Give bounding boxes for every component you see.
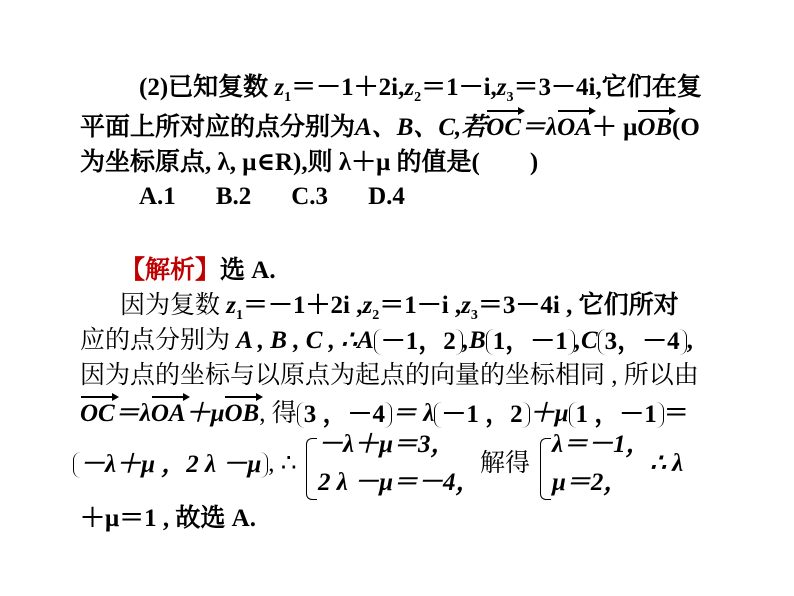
option-c: C.3 (291, 183, 329, 210)
sol-z1-sub: 1 (236, 308, 243, 323)
sol-conclusion: ＋μ＝1 , 故选 A. (80, 505, 256, 532)
system-brace-2 (540, 438, 551, 500)
z1-value: ＝－1＋2i, (291, 74, 405, 101)
sol-z1: z (226, 292, 236, 319)
point-b-coords: 1，－1 (486, 329, 575, 355)
sol-de: , 得 (259, 400, 297, 427)
solution-line-5 (73, 449, 297, 479)
sol-points: A , B , C , ∴A (236, 327, 374, 354)
problem-line-2 (80, 113, 700, 143)
z3-value: ＝3－4i,它们在复 (513, 74, 702, 101)
problem-line-3 (80, 148, 538, 178)
vector-oa: OA (557, 114, 592, 141)
sol-eq-lambda: ＝λ (114, 400, 151, 427)
sol-paren-1: 3 ，－4 (297, 402, 392, 428)
sol-vector-oa: OA (150, 400, 186, 427)
problem-text: 已知复数 (168, 74, 269, 101)
z2-value: ＝1－i, (421, 74, 497, 101)
sol-paren-3: 1 ，－1 (569, 402, 664, 428)
solution-header (120, 256, 276, 286)
eq-lambda: ＝λ (521, 114, 558, 141)
sol-z2: z (362, 292, 373, 319)
sol-z3-val: ＝3－4i , 它们所对 (477, 292, 679, 319)
option-d: D.4 (368, 183, 405, 210)
sol-eq-end: ＝ (663, 400, 689, 427)
sol-vector-oc: OC (80, 400, 115, 427)
sol-solve: 解得 (480, 450, 531, 477)
sol-therefore-lambda: ∴ λ (650, 450, 684, 477)
z3-label: z (496, 74, 507, 101)
z1-sub: 1 (284, 90, 292, 105)
point-c-coords: 3，－4 (598, 329, 687, 355)
analysis-tag: 【解析】 (120, 257, 221, 284)
option-a: A.1 (139, 183, 176, 210)
plus-mu: ＋ μ (591, 114, 638, 141)
system-1-eq-a: －λ＋μ＝3， (318, 431, 456, 458)
system-brace-1 (306, 438, 317, 500)
sol-z3: z (461, 292, 471, 319)
sol-text-2: 应的点分别为 (80, 327, 231, 354)
point-c-label: ,C (574, 327, 598, 354)
solution-line-3 (80, 361, 699, 391)
sol-text-3: 因为点的坐标与以原点为起点的向量的坐标相同 , 所以由 (80, 362, 699, 389)
sol-comma: , (686, 327, 693, 354)
sol-paren-2: －1 ，2 (434, 402, 529, 428)
z1-label: z (274, 74, 285, 101)
problem-text-2: 平面上所对应的点分别为 (80, 114, 356, 141)
solution-line-1 (120, 291, 679, 331)
sol-paren-4: －λ＋μ ，2 λ －μ (73, 452, 268, 478)
z2-label: z (404, 74, 415, 101)
sol-text-1: 因为复数 (120, 292, 221, 319)
sol-z2-sub: 2 (372, 308, 380, 323)
sol-plus-mu-2: ＋μ (529, 400, 569, 427)
sol-eq-2: ＝ λ (392, 400, 435, 427)
system-2-eq-b: μ＝2， (552, 469, 629, 496)
sol-z3-sub: 3 (470, 308, 478, 323)
vector-ob: OB (637, 114, 673, 141)
point-b-label: ,B (462, 327, 486, 354)
problem-text-2-end: (O (672, 114, 700, 141)
problem-question: 为坐标原点, λ, μ∈R),则 λ＋μ 的值是( ) (80, 149, 539, 176)
solution-line-4 (80, 399, 689, 429)
sol-vector-ob: OB (224, 400, 260, 427)
solution-line-6 (80, 504, 256, 534)
sol-z2-val: ＝1－i , (379, 292, 462, 319)
problem-line-1 (139, 73, 702, 113)
system-2-eq-a: λ＝－1， (552, 431, 651, 458)
points-label: A、B、C,若 (355, 114, 487, 141)
option-b: B.2 (215, 183, 252, 210)
z2-sub: 2 (414, 90, 422, 105)
system-1-eq-b: 2 λ －μ＝－4， (318, 469, 481, 496)
sol-z1-val: ＝－1＋2i , (243, 292, 363, 319)
sol-therefore: , ∴ (268, 450, 297, 477)
solution-line-2 (80, 326, 693, 356)
z3-sub: 3 (506, 90, 514, 105)
problem-number: (2) (139, 74, 169, 101)
sol-plus-mu: ＋μ (185, 400, 225, 427)
choose-answer: 选 A. (220, 257, 276, 284)
vector-oc: OC (486, 114, 522, 141)
point-a-coords: －1，2 (374, 329, 463, 355)
options-row (139, 182, 445, 212)
